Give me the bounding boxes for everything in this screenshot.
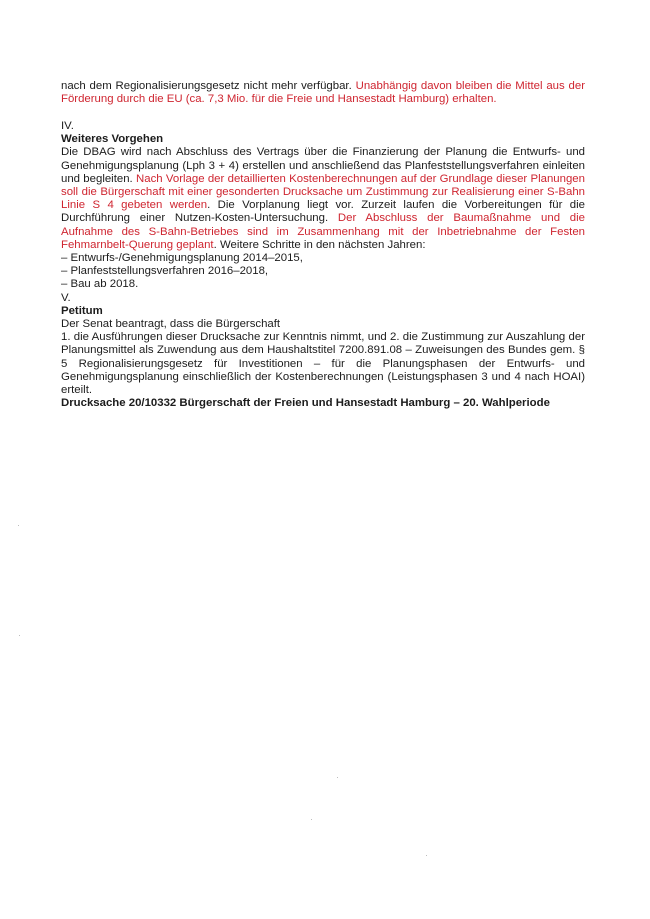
scan-speck	[426, 855, 427, 856]
paragraph-text: . Weitere Schritte in den nächsten Jahren:	[213, 238, 426, 251]
intro-highlight-text: Unabhängig davon bleiben die Mittel aus der Förderung durch die EU (ca. 7,3 Mio. für die Freie und Hansestadt Hamburg) erhalten.	[61, 80, 585, 106]
section-iv-heading: Weiteres Vorgehen	[61, 133, 164, 146]
list-item: – Entwurfs-/Genehmigungsplanung 2014–2015,	[61, 251, 303, 264]
scan-speck	[337, 777, 338, 778]
paragraph-highlight-text: Der Abschluss der Baumaßnahme und die Aufnahme des S-Bahn-Betriebes sind im Zusammenhang mit der Inbetriebnahme der Festen Fehmarnbelt-Querung geplant	[61, 212, 586, 251]
document-footer-line: Drucksache 20/10332 Bürgerschaft der Freien und Hansestadt Hamburg – 20. Wahlperiode	[61, 397, 550, 410]
intro-paragraph	[61, 80, 585, 106]
list-item: – Planfeststellungsverfahren 2016–2018,	[61, 265, 269, 278]
steps-list	[61, 252, 585, 292]
scan-speck	[19, 635, 20, 636]
paragraph-text: . Die Vorplanung liegt vor. Zurzeit laufen die Vorbereitungen für die Durchführung einer Nutzen-Kosten-Untersuchung.	[61, 199, 585, 225]
scan-speck	[311, 819, 312, 820]
paragraph-text: Die DBAG wird nach Abschluss des Vertrags über die Finanzierung der Planung die Entwurfs- und Genehmigungsplanung (Lph 3 + 4) erstellen und anschließend das Planfeststellungsverfahren einleiten und begleiten.	[61, 146, 585, 185]
section-v-paragraph: 1. die Ausführungen dieser Drucksache zur Kenntnis nimmt, und 2. die Zustimmung zur Auszahlung der Planungsmittel als Zuwendung aus dem Haushaltstitel 7200.891.08 – Zuweisungen des Bundes gem. § 5 Regionalisierungsgesetz für Investitionen – für die Planungsphasen der Entwurfs- und Genehmigungsplanung einschließlich der Kostenberechnungen (Leistungsphasen 3 und 4 nach HOAI) erteilt.	[61, 331, 585, 396]
section-v-number: V.	[61, 291, 71, 304]
list-item: – Bau ab 2018.	[61, 278, 139, 291]
document-page	[61, 80, 585, 410]
spacer	[61, 106, 585, 120]
paragraph-highlight-text: Nach Vorlage der detaillierten Kostenberechnungen auf der Grundlage dieser Planungen soll die Bürgerschaft mit einer gesonderten Drucksache um Zustimmung zur Realisierung einer S-Bahn Linie S 4 gebeten werden	[61, 172, 585, 212]
section-v-heading: Petitum	[61, 304, 103, 317]
intro-text: nach dem Regionalisierungsgesetz nicht mehr verfügbar.	[61, 80, 356, 92]
section-v-intro: Der Senat beantragt, dass die Bürgerschaft	[61, 317, 281, 330]
section-iv-number: IV.	[61, 119, 74, 132]
scan-speck	[18, 525, 19, 526]
section-iv-paragraph	[61, 146, 585, 252]
